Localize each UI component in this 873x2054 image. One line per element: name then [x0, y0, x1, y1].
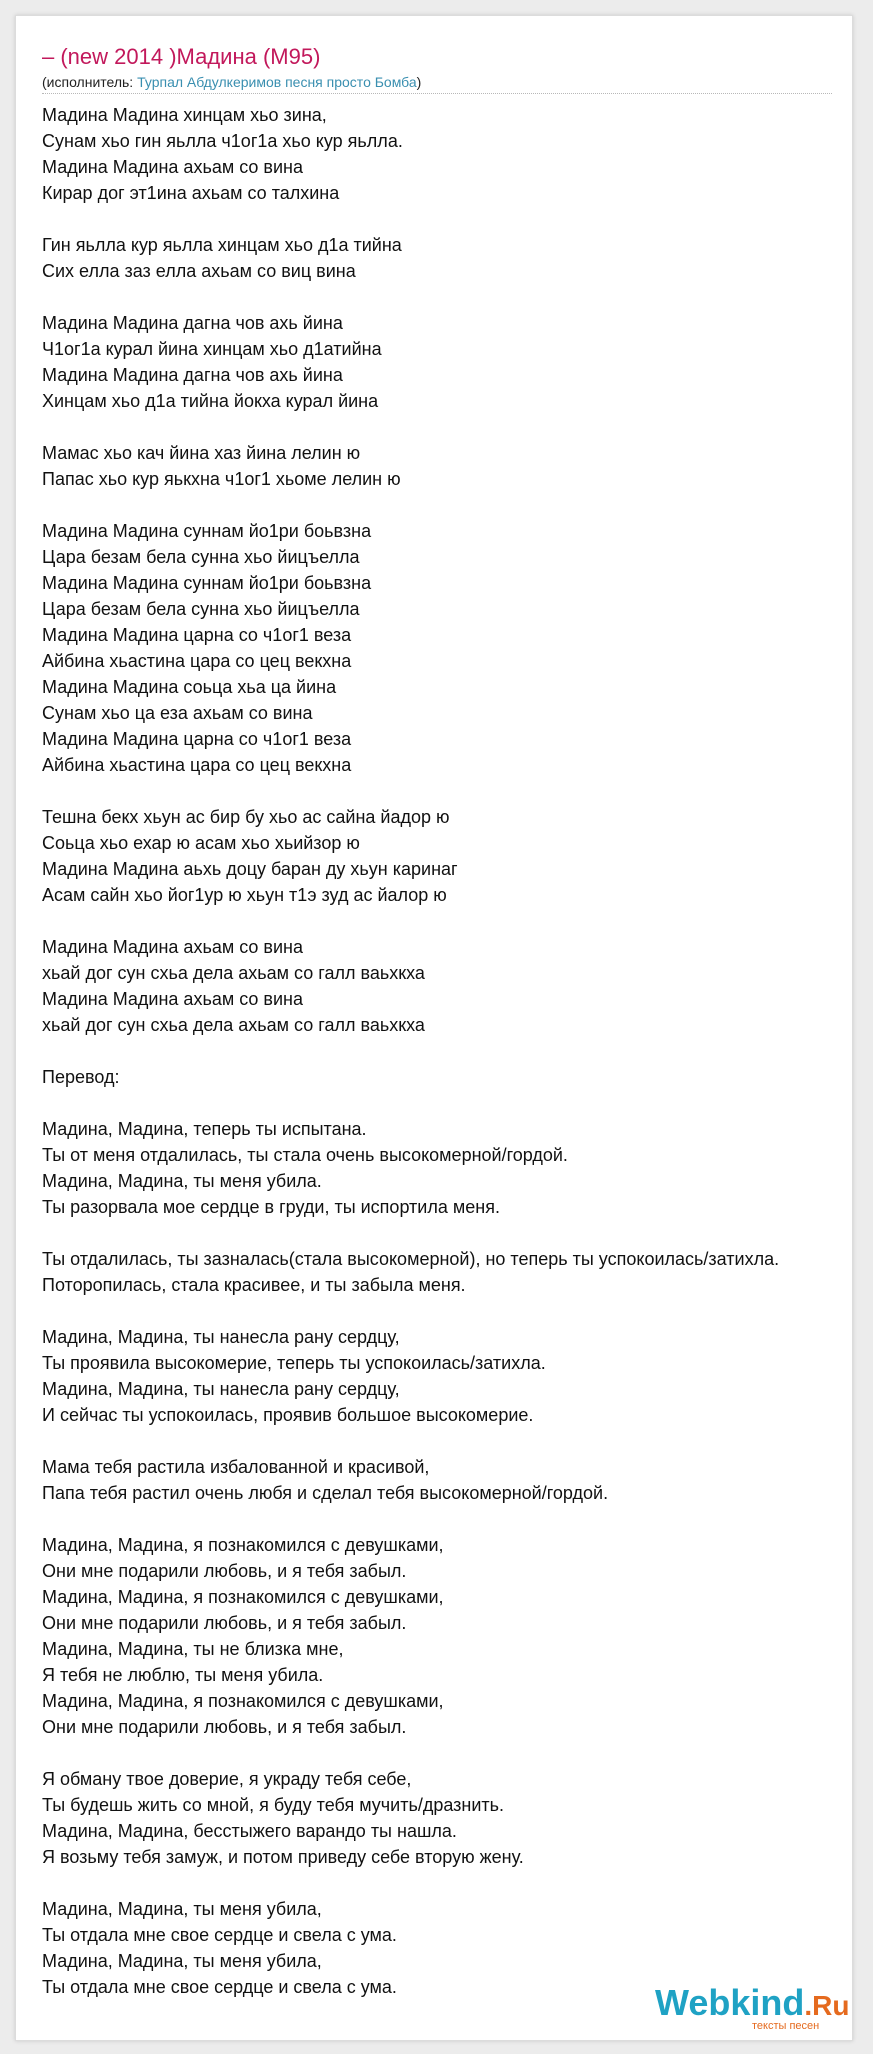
lyric-line: Мадина Мадина ахьам со вина — [42, 989, 303, 1009]
blank-line — [42, 1038, 779, 1064]
lyric-line: Мадина Мадина царна со ч1ог1 веза — [42, 729, 352, 749]
song-title: – (new 2014 )Мадина (М95) — [42, 44, 321, 69]
lyric-line: Мадина, Мадина, ты нанесла рану сердцу, — [42, 1327, 400, 1347]
lyric-line: Мадина Мадина дагна чов ахь йина — [42, 365, 343, 385]
lyric-line: Ты проявила высокомерие, теперь ты успокоилась/затихла. — [42, 1353, 546, 1373]
lyric-line: Папас хьо кур яькхна ч1ог1 хьоме лелин ю — [42, 469, 401, 489]
lyric-line: Сунам хьо гин яьлла ч1ог1а хьо кур яьлла. — [42, 131, 403, 151]
blank-line — [42, 1506, 779, 1532]
lyric-line: Сих елла заз елла ахьам со виц вина — [42, 261, 356, 281]
lyric-line: Перевод: — [42, 1067, 120, 1087]
lyric-line: И сейчас ты успокоилась, проявив большое высокомерие. — [42, 1405, 534, 1425]
lyric-line: Хинцам хьо д1а тийна йокха курал йина — [42, 391, 379, 411]
webkind-logo[interactable] — [655, 1982, 850, 2024]
lyric-line: Цара безам бела сунна хьо йицъелла — [42, 599, 360, 619]
lyric-line: Ч1ог1а курал йина хинцам хьо д1атийна — [42, 339, 382, 359]
lyric-line: Мадина, Мадина, ты не близка мне, — [42, 1639, 344, 1659]
lyric-line: Мадина, Мадина, ты нанесла рану сердцу, — [42, 1379, 400, 1399]
lyric-line: Они мне подарили любовь, и я тебя забыл. — [42, 1717, 407, 1737]
blank-line — [42, 492, 779, 518]
lyric-line: Ты от меня отдалилась, ты стала очень высокомерной/гордой. — [42, 1145, 568, 1165]
lyric-line: Мадина, Мадина, ты меня убила, — [42, 1951, 322, 1971]
logo-name: Webkind — [655, 1982, 805, 2023]
lyric-line: Я обману твое доверие, я украду тебя себе, — [42, 1769, 412, 1789]
blank-line — [42, 908, 779, 934]
lyric-line: хьай дог сун схьа дела ахьам со галл ваьхкха — [42, 963, 425, 983]
artist-suffix: ) — [416, 74, 422, 90]
lyric-line: Мадина Мадина суннам йо1ри боьвзна — [42, 573, 372, 593]
lyric-line: Мадина Мадина царна со ч1ог1 веза — [42, 625, 352, 645]
lyric-line: Мадина, Мадина, бесстыжего варандо ты нашла. — [42, 1821, 457, 1841]
lyric-line: Ты отдалилась, ты зазналась(стала высокомерной), но теперь ты успокоилась/затихла. — [42, 1249, 780, 1269]
lyric-line: Ты разорвала мое сердце в груди, ты испортила меня. — [42, 1197, 500, 1217]
blank-line — [42, 1428, 779, 1454]
lyric-line: Мама тебя растила избалованной и красивой, — [42, 1457, 430, 1477]
lyrics-body — [42, 102, 779, 2000]
blank-line — [42, 1090, 779, 1116]
lyric-line: Папа тебя растил очень любя и сделал тебя высокомерной/гордой. — [42, 1483, 609, 1503]
lyric-line: Мадина, Мадина, я познакомился с девушками, — [42, 1587, 444, 1607]
artist-prefix: (исполнитель: — [42, 74, 138, 90]
lyric-line: Кирар дог эт1ина ахьам со талхина — [42, 183, 340, 203]
lyric-line: Айбина хьастина цара со цец векхна — [42, 755, 352, 775]
lyric-line: Я возьму тебя замуж, и потом приведу себе вторую жену. — [42, 1847, 524, 1867]
blank-line — [42, 1740, 779, 1766]
blank-line — [42, 1298, 779, 1324]
lyric-line: Ты будешь жить со мной, я буду тебя мучить/дразнить. — [42, 1795, 505, 1815]
lyric-line: Гин яьлла кур яьлла хинцам хьо д1а тийна — [42, 235, 402, 255]
lyric-line: Цара безам бела сунна хьо йицъелла — [42, 547, 360, 567]
lyric-line: Мадина Мадина ахьам со вина — [42, 937, 303, 957]
lyric-line: Ты отдала мне свое сердце и свела с ума. — [42, 1925, 397, 1945]
blank-line — [42, 414, 779, 440]
lyric-line: Мадина Мадина аьхь доцу баран ду хьун каринаг — [42, 859, 458, 879]
blank-line — [42, 1870, 779, 1896]
lyric-line: Мадина, Мадина, теперь ты испытана. — [42, 1119, 367, 1139]
blank-line — [42, 1220, 779, 1246]
logo-tld: .Ru — [804, 1990, 850, 2021]
lyric-line: Айбина хьастина цара со цец векхна — [42, 651, 352, 671]
lyric-line: Мадина Мадина дагна чов ахь йина — [42, 313, 343, 333]
lyric-line: Асам сайн хьо йог1ур ю хьун т1э зуд ас йалор ю — [42, 885, 447, 905]
lyric-line: Мадина, Мадина, я познакомился с девушками, — [42, 1691, 444, 1711]
lyric-line: Тешна бекх хьун ас бир бу хьо ас сайна йадор ю — [42, 807, 450, 827]
lyric-line: Ты отдала мне свое сердце и свела с ума. — [42, 1977, 397, 1997]
artist-link[interactable]: Турпал Абдулкеримов песня просто Бомба — [137, 74, 417, 90]
blank-line — [42, 778, 779, 804]
lyric-line: Поторопилась, стала красивее, и ты забыла меня. — [42, 1275, 466, 1295]
lyric-line: Мадина Мадина ахьам со вина — [42, 157, 303, 177]
divider — [42, 93, 832, 94]
lyric-line: Мадина Мадина суннам йо1ри боьвзна — [42, 521, 372, 541]
logo-tagline: тексты песен — [752, 2020, 820, 2032]
lyric-line: Я тебя не люблю, ты меня убила. — [42, 1665, 324, 1685]
lyric-line: Мадина, Мадина, я познакомился с девушками, — [42, 1535, 444, 1555]
lyric-line: Они мне подарили любовь, и я тебя забыл. — [42, 1561, 407, 1581]
lyric-line: Мадина, Мадина, ты меня убила, — [42, 1899, 322, 1919]
lyric-line: хьай дог сун схьа дела ахьам со галл ваьхкха — [42, 1015, 425, 1035]
blank-line — [42, 206, 779, 232]
lyric-line: Мадина, Мадина, ты меня убила. — [42, 1171, 322, 1191]
lyric-line: Сунам хьо ца еза ахьам со вина — [42, 703, 313, 723]
lyric-line: Соьца хьо ехар ю асам хьо хьийзор ю — [42, 833, 360, 853]
lyric-line: Мадина Мадина хинцам хьо зина, — [42, 105, 327, 125]
artist-meta — [42, 73, 421, 91]
blank-line — [42, 284, 779, 310]
lyric-line: Мамас хьо кач йина хаз йина лелин ю — [42, 443, 361, 463]
lyric-line: Мадина Мадина соьца хьа ца йина — [42, 677, 337, 697]
lyric-line: Они мне подарили любовь, и я тебя забыл. — [42, 1613, 407, 1633]
